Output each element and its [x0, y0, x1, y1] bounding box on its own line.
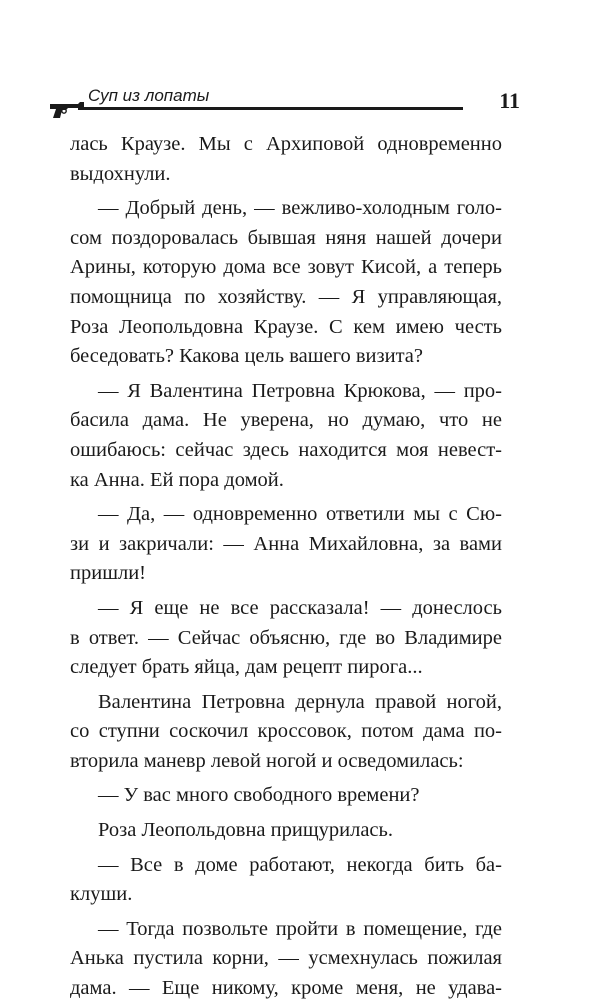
text-line: Анька пустила корни, — усмехнулась пожилая [70, 947, 502, 970]
text-line: ка Анна. Ей пора домой. [70, 468, 284, 491]
page-number: 11 [499, 88, 520, 113]
text-line: клуши. [70, 883, 133, 906]
text-line: — Все в доме работают, некогда бить ба- [98, 853, 502, 876]
text-line: — Я Валентина Петровна Крюкова, — про- [98, 379, 502, 402]
book-title: Суп из лопаты [88, 86, 210, 105]
text-line: — Да, — одновременно ответили мы с Сю- [98, 503, 502, 526]
pistol-icon [48, 100, 88, 120]
text-line: помощница по хозяйству. — Я управляющая, [70, 285, 502, 308]
header-rule [78, 107, 463, 110]
text-line: сом поздоровалась бывшая няня нашей дочери [70, 226, 502, 249]
text-line: со ступни соскочил кроссовок, потом дама по- [70, 720, 502, 743]
running-header [48, 86, 520, 126]
text-line: вторила маневр левой ногой и осведомилась: [70, 749, 464, 772]
text-line: — Добрый день, — вежливо-холодным голо- [98, 197, 502, 220]
text-line: дама. — Еще никому, кроме меня, не удава- [70, 977, 502, 1000]
text-line: Валентина Петровна дернула правой ногой, [98, 690, 502, 713]
text-line: выдохнули. [70, 162, 171, 185]
text-line: беседовать? Какова цель вашего визита? [70, 345, 424, 368]
text-line: в ответ. — Сейчас объясню, где во Владимире [70, 626, 502, 649]
text-line: басила дама. Не уверена, но думаю, что не [70, 409, 502, 432]
text-line: — Тогда позвольте пройти в помещение, где [98, 917, 502, 940]
text-line: Роза Леопольдовна Краузе. С кем имею честь [70, 315, 502, 338]
text-line: — Я еще не все рассказала! — донеслось [98, 596, 502, 619]
text-line: — У вас много свободного времени? [98, 784, 420, 807]
text-line: ошибаюсь: сейчас здесь находится моя невест- [70, 438, 502, 461]
text-line: Роза Леопольдовна прищурилась. [98, 819, 394, 842]
text-line: пришли! [70, 562, 147, 585]
body-text [70, 130, 502, 1004]
text-line: следует брать яйца, дам рецепт пирога... [70, 656, 423, 679]
text-line: Арины, которую дома все зовут Кисой, а теперь [70, 256, 502, 279]
text-line: зи и закричали: — Анна Михайловна, за вами [70, 532, 502, 555]
text-line: лась Краузе. Мы с Архиповой одновременно [70, 133, 502, 155]
